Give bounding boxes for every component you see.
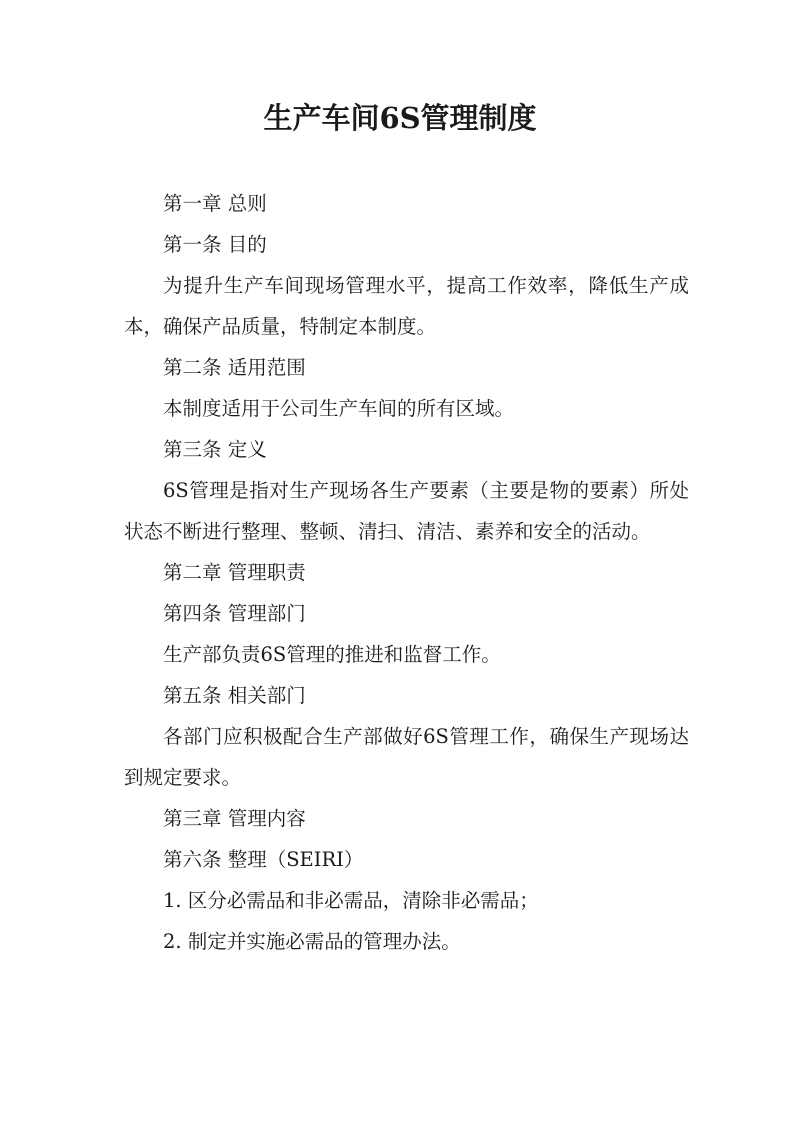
body-paragraph: 为提升生产车间现场管理水平，提高工作效率，降低生产成本，确保产品质量，特制定本制度。	[124, 274, 689, 338]
article-heading: 第四条 管理部门	[163, 602, 306, 625]
chapter-heading: 第一章 总则	[163, 192, 267, 215]
document-title: 生产车间6S管理制度	[263, 101, 537, 135]
article-heading: 第五条 相关部门	[163, 684, 306, 707]
list-item: 2. 制定并实施必需品的管理办法。	[163, 930, 461, 953]
document-body	[124, 183, 689, 962]
article-heading: 第六条 整理（SEIRI）	[163, 848, 364, 871]
chapter-heading: 第三章 管理内容	[163, 807, 306, 830]
list-item: 1. 区分必需品和非必需品，清除非必需品；	[163, 889, 539, 912]
article-heading: 第二条 适用范围	[163, 356, 306, 379]
body-paragraph: 生产部负责6S管理的推进和监督工作。	[163, 643, 501, 666]
article-heading: 第一条 目的	[163, 233, 267, 256]
body-paragraph: 本制度适用于公司生产车间的所有区域。	[163, 397, 515, 420]
body-paragraph: 6S管理是指对生产现场各生产要素（主要是物的要素）所处状态不断进行整理、整顿、清扫、清洁、素养和安全的活动。	[124, 479, 689, 543]
article-heading: 第三条 定义	[163, 438, 267, 461]
chapter-heading: 第二章 管理职责	[163, 561, 306, 584]
body-paragraph: 各部门应积极配合生产部做好6S管理工作，确保生产现场达到规定要求。	[124, 725, 689, 789]
